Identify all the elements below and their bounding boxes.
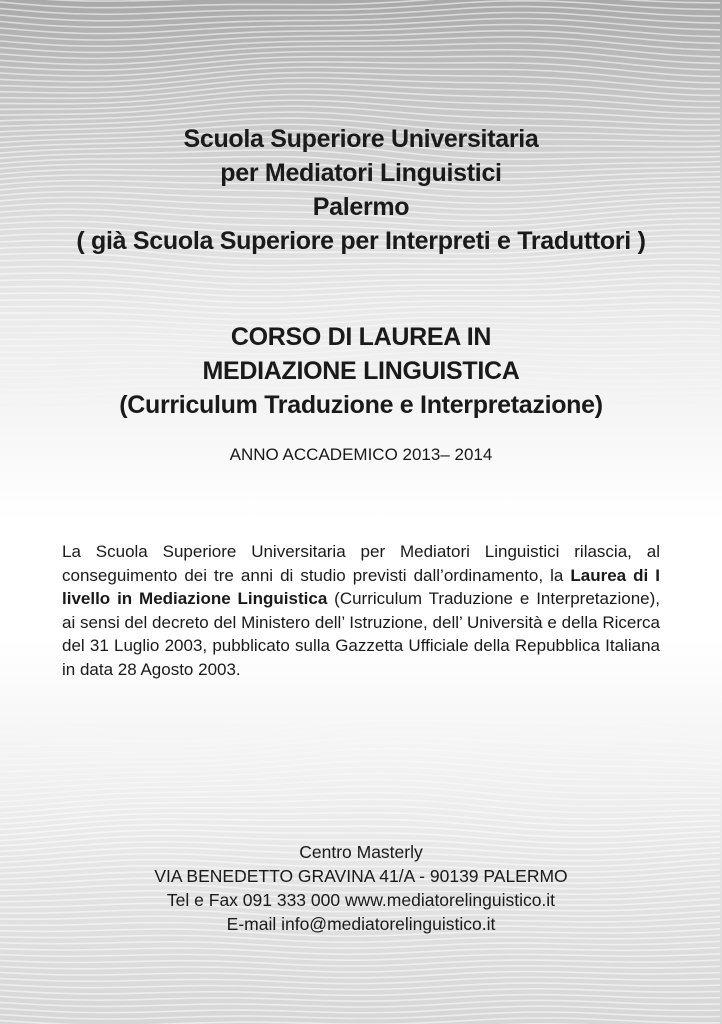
wave-line — [0, 1012, 720, 1019]
wave-line — [0, 265, 720, 278]
course-title-line2: MEDIAZIONE LINGUISTICA — [202, 357, 520, 385]
wave-line — [0, 773, 720, 790]
school-header — [0, 122, 722, 258]
course-curriculum: (Curriculum Traduzione e Interpretazione) — [119, 391, 603, 419]
wave-line — [0, 761, 720, 778]
wave-line — [0, 977, 720, 983]
wave-line — [0, 271, 720, 285]
wave-line — [0, 755, 720, 772]
contact-email: E-mail info@mediatorelinguistico.it — [226, 914, 496, 934]
wave-line — [0, 296, 720, 308]
wave-line — [0, 89, 720, 108]
wave-line — [0, 709, 720, 725]
contact-info — [0, 840, 722, 936]
wave-line — [0, 793, 720, 808]
degree-name: Laurea di I livello in Mediazione Linguistica — [62, 565, 660, 608]
wave-line — [0, 78, 720, 96]
wave-line — [0, 941, 720, 948]
wave-line — [0, 715, 720, 731]
wave-line — [0, 0, 720, 1]
wave-line — [0, 972, 720, 978]
wave-line — [0, 726, 720, 742]
wave-line — [0, 303, 720, 315]
wave-line — [0, 780, 720, 796]
wave-line — [0, 56, 720, 70]
wave-line — [0, 13, 720, 28]
contact-address: VIA BENEDETTO GRAVINA 41/A - 90139 PALERMO — [154, 866, 568, 886]
wave-line — [0, 290, 720, 303]
wave-line — [0, 819, 720, 831]
wave-line — [0, 767, 720, 784]
wave-line — [0, 995, 720, 1002]
school-city: Palermo — [312, 193, 410, 221]
academic-year: ANNO ACCADEMICO 2013– 2014 — [229, 445, 493, 464]
wave-line — [0, 18, 720, 33]
wave-line — [0, 259, 720, 272]
wave-line — [0, 948, 720, 955]
wave-line — [0, 737, 720, 753]
wave-line — [0, 786, 720, 802]
wave-line — [0, 720, 720, 736]
wave-line — [0, 983, 720, 990]
course-title — [0, 320, 722, 422]
wave-line — [0, 62, 720, 77]
wave-line — [0, 935, 720, 942]
wave-line — [0, 7, 720, 21]
wave-line — [0, 989, 720, 996]
contact-phone-website: Tel e Fax 091 333 000 www.mediatorelinguistico.it — [166, 890, 556, 910]
wave-line — [0, 67, 720, 83]
wave-line — [0, 73, 720, 90]
description-text-start: La Scuola Superiore Universitaria per Mediatori Linguistici rilascia, al conseguimento dei tre anni di studio previsti dall’ordinamento, la — [62, 542, 660, 585]
wave-line — [0, 743, 720, 760]
wave-line — [0, 1000, 720, 1007]
wave-line — [0, 731, 720, 746]
wave-line — [0, 813, 720, 826]
wave-line — [0, 50, 720, 65]
wave-line — [0, 749, 720, 766]
wave-line — [0, 799, 720, 813]
wave-line — [0, 1018, 720, 1024]
wave-line — [0, 83, 720, 101]
wave-line — [0, 1, 720, 15]
school-name-line2: per Mediatori Linguistici — [220, 159, 502, 187]
wave-line — [0, 25, 720, 41]
degree-description — [62, 540, 660, 681]
wave-line — [0, 966, 720, 972]
school-former-name: ( già Scuola Superiore per Interpreti e Traduttori ) — [76, 227, 646, 255]
wave-line — [0, 0, 720, 8]
description-text-end: (Curriculum Traduzione e Interpretazione), ai sensi del decreto del Ministero dell’ Istruzione, dell’ Università e della Ricerca del 31 Luglio 2003, pubblicato sulla Gazzetta Ufficiale della Repubblica Italiana in data 28 Agosto 2003. — [62, 589, 660, 679]
wave-line — [0, 825, 720, 838]
wave-line — [0, 703, 720, 719]
wave-line — [0, 309, 720, 320]
wave-line — [0, 37, 720, 53]
wave-line — [0, 960, 720, 966]
contact-center-name: Centro Masterly — [299, 842, 423, 862]
wave-line — [0, 31, 720, 47]
wave-line — [0, 277, 720, 290]
wave-line — [0, 1006, 720, 1013]
wave-line — [0, 283, 720, 296]
wave-line — [0, 95, 720, 114]
course-title-line1: CORSO DI LAUREA IN — [230, 323, 492, 351]
wave-line — [0, 954, 720, 960]
school-name-line1: Scuola Superiore Universitaria — [183, 125, 539, 153]
wave-line — [0, 100, 720, 119]
wave-line — [0, 43, 720, 58]
wave-line — [0, 806, 720, 819]
